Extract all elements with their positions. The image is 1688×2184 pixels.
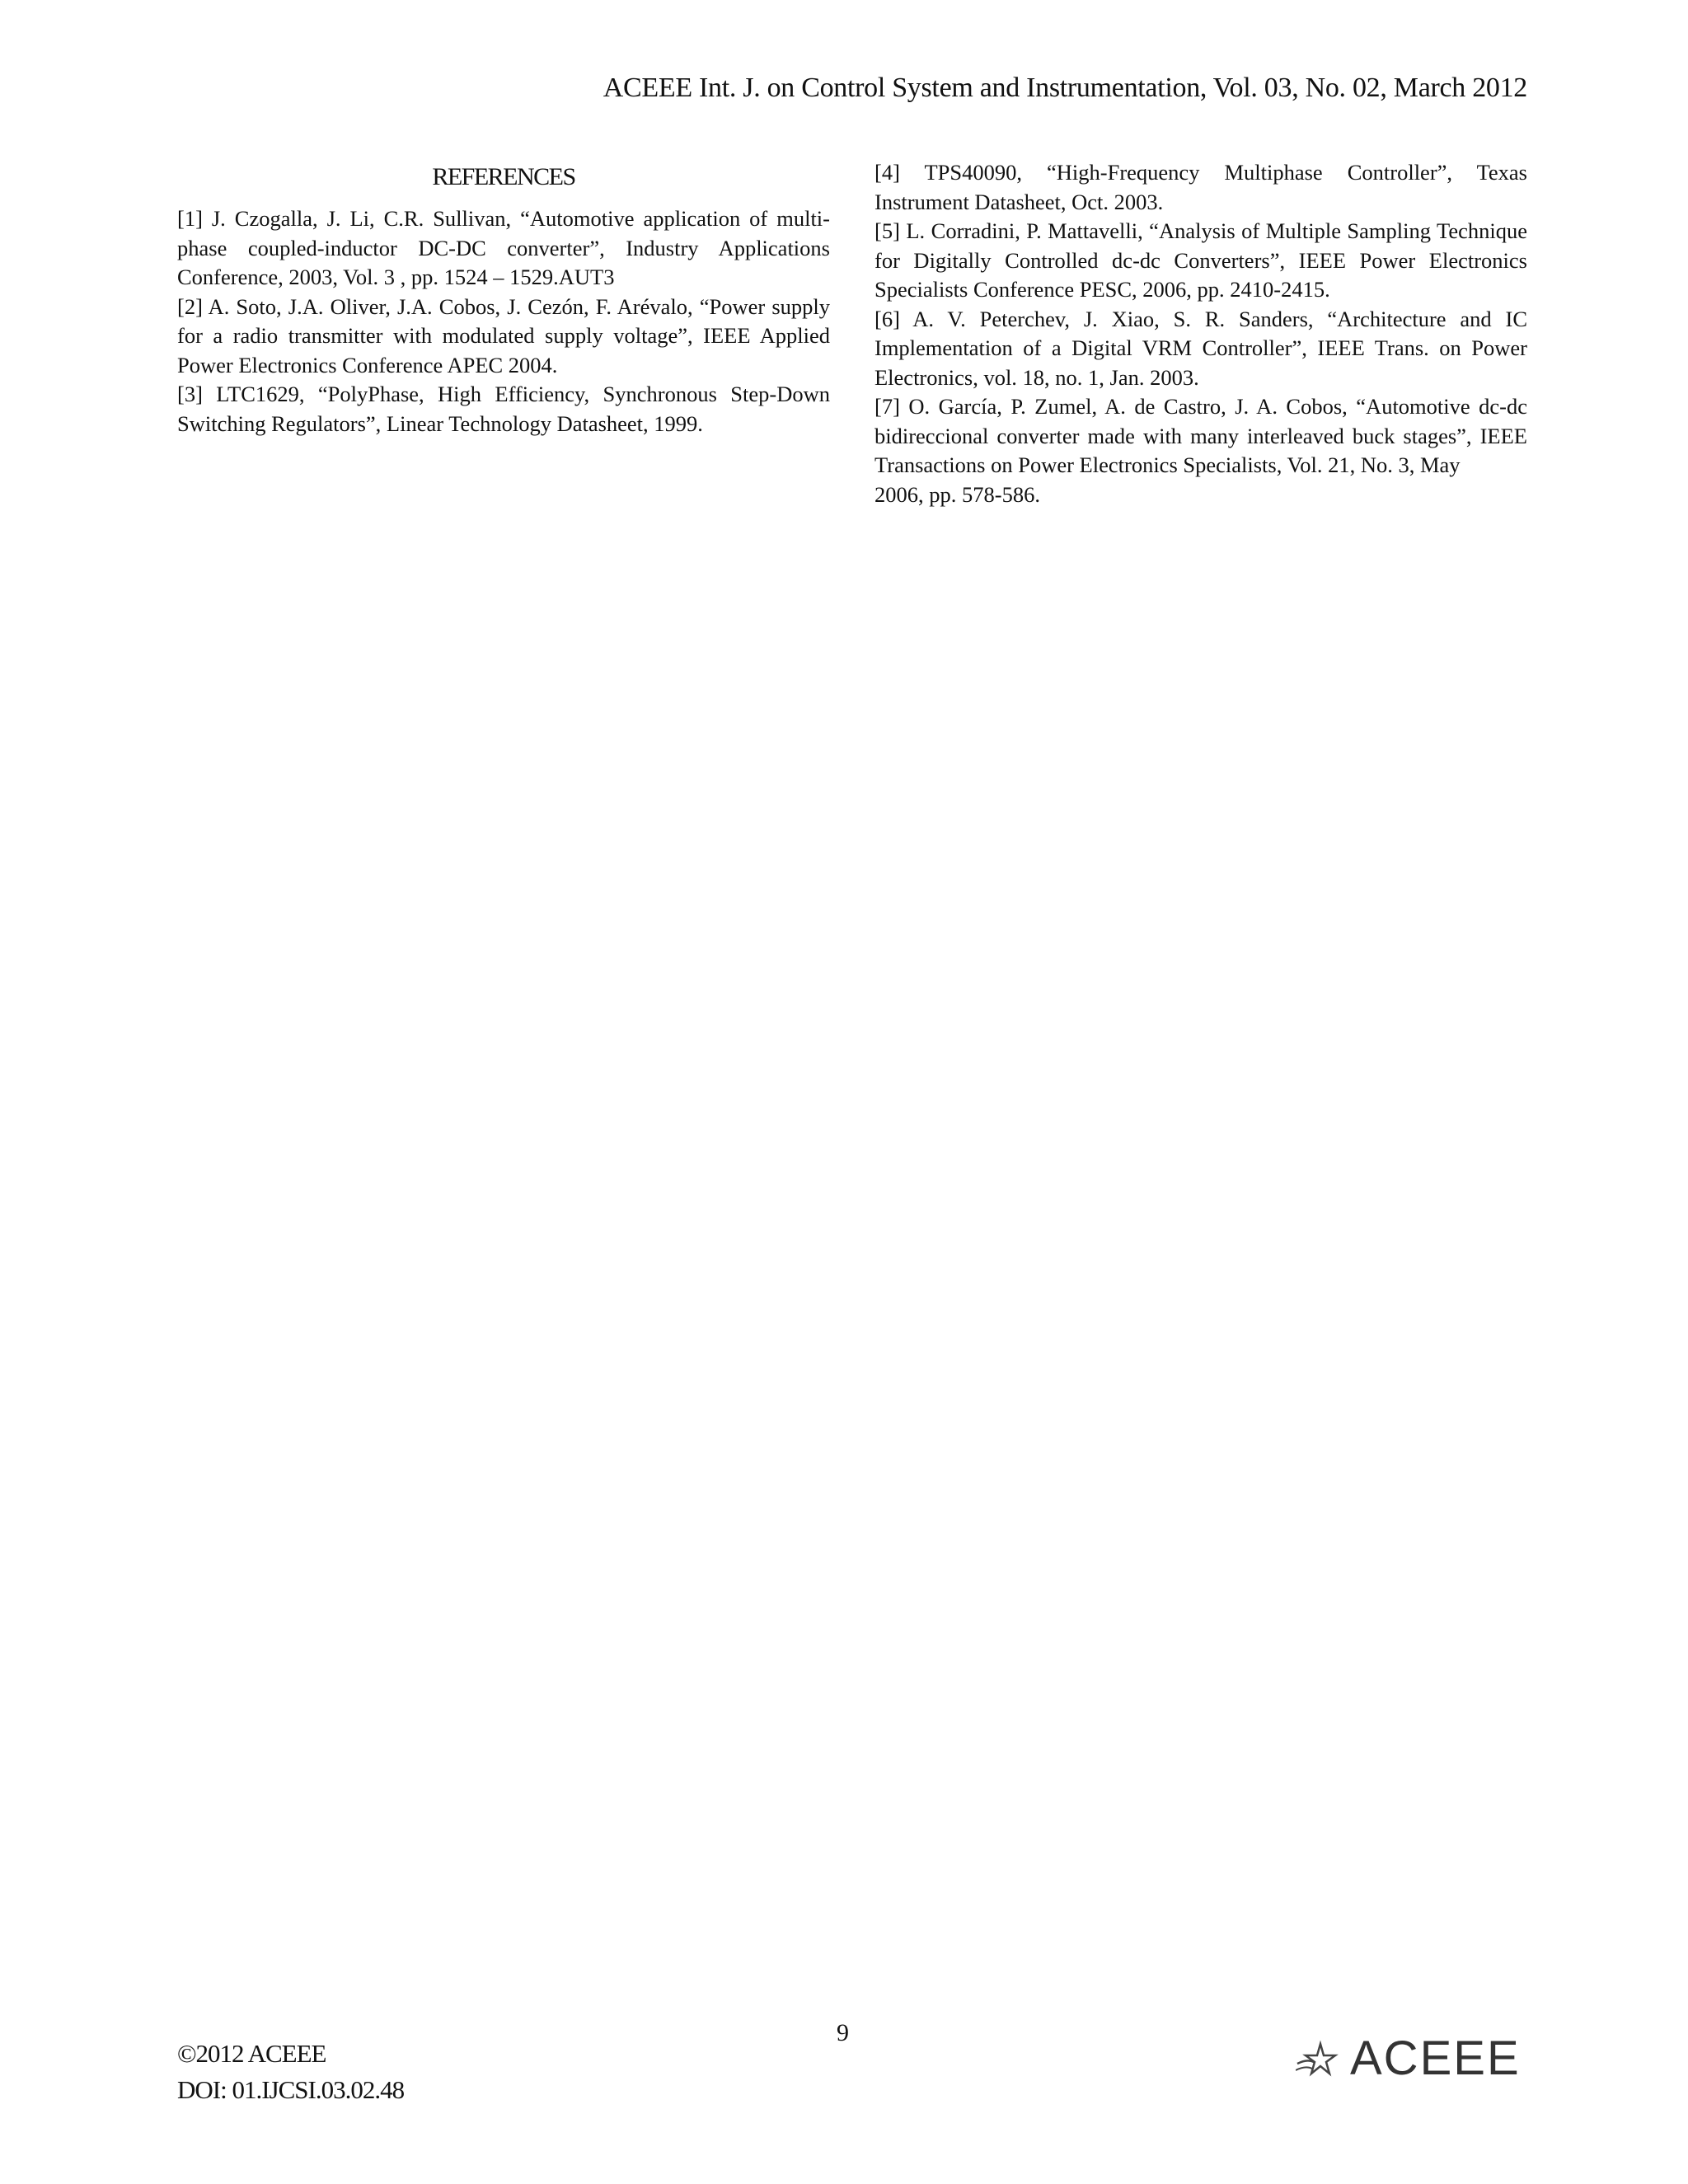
references-left-column xyxy=(177,158,830,438)
reference-2: [2] A. Soto, J.A. Oliver, J.A. Cobos, J. Cezón, F. Arévalo, “Power supply for a radio transmitter with modulated supply voltage”, IEEE Applied Power Electronics Conference APEC 2004. xyxy=(177,293,830,377)
reference-6: [6] A. V. Peterchev, J. Xiao, S. R. Sanders, “Architecture and IC Implementation of a Digital VRM Controller”, IEEE Trans. on Power Electronics, vol. 18, no. 1, Jan. 2003. xyxy=(874,306,1527,390)
reference-3: [3] LTC1629, “PolyPhase, High Efficiency, Synchronous Step-Down Switching Regulators”, Linear Technology Datasheet, 1999. xyxy=(177,382,830,436)
reference-5: [5] L. Corradini, P. Mattavelli, “Analysis of Multiple Sampling Technique for Digitally Controlled dc-dc Converters”, IEEE Power Electronics Specialists Conference PESC, 2006, pp. 2410-2415. xyxy=(874,218,1527,302)
running-header: ACEEE Int. J. on Control System and Instrumentation, Vol. 03, No. 02, March 2012 xyxy=(603,73,1527,103)
copyright-text: ©2012 ACEEE xyxy=(177,2039,326,2068)
reference-4: [4] TPS40090, “High-Frequency Multiphase Controller”, Texas Instrument Datasheet, Oct. 2003. xyxy=(874,160,1527,214)
star-swoosh-icon xyxy=(1296,2039,1347,2079)
footer-copyright-block xyxy=(177,2036,404,2108)
reference-7-continuation: 2006, pp. 578-586. xyxy=(874,481,1040,507)
reference-1: [1] J. Czogalla, J. Li, C.R. Sullivan, “Automotive application of multi-phase coupled-inductor DC-DC converter”, Industry Applications Conference, 2003, Vol. 3 , pp. 1524 – 1529.AUT3 xyxy=(177,206,830,289)
page-number: 9 xyxy=(837,2019,849,2046)
references-right-column xyxy=(874,158,1527,509)
reference-7: [7] O. García, P. Zumel, A. de Castro, J. A. Cobos, “Automotive dc-dc bidireccional converter made with many interleaved buck stages”, IEEE Transactions on Power Electronics Specialists, Vol. 21, No. 3, May xyxy=(874,394,1527,477)
doi-text: DOI: 01.IJCSI.03.02.48 xyxy=(177,2075,405,2104)
section-title-references: REFERENCES xyxy=(432,163,575,190)
logo-wordmark: ACEEE xyxy=(1350,2032,1521,2085)
aceee-logo xyxy=(1296,2034,1521,2083)
